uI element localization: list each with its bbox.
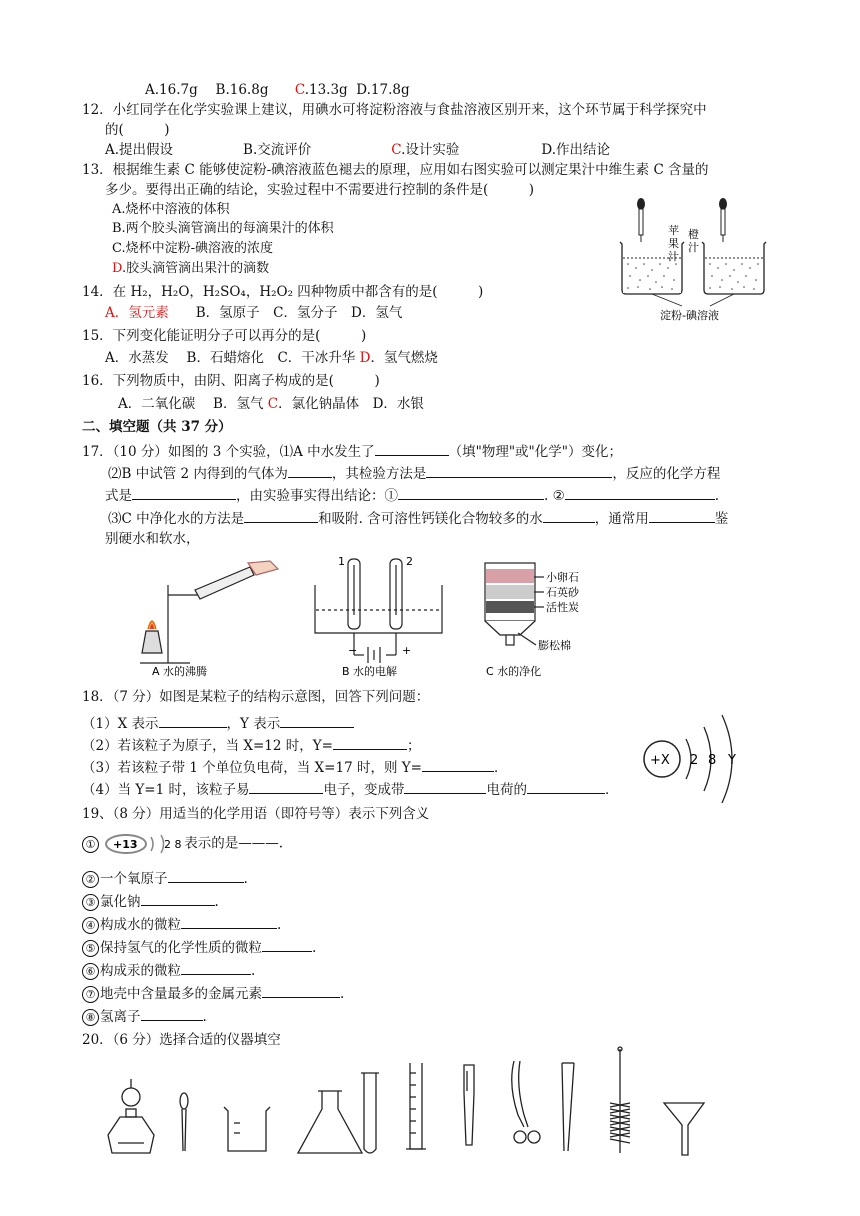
- q14-options: A．氢元素 B．氢原子 C．氢分子 D．氢气: [105, 305, 403, 321]
- q17-line-2: ⑵B 中试管 2 内得到的气体为 ，其检验方法是 ，反应的化学方程: [108, 463, 720, 483]
- svg-text:+13: +13: [113, 838, 138, 851]
- svg-text:橙: 橙: [688, 228, 699, 241]
- q15-stem: 15．下列变化能证明分子可以再分的是( ): [82, 328, 367, 344]
- q11-options: A.16.7g B.16.8g C.13.3g D.17.8g: [145, 82, 410, 98]
- svg-text:2 8: 2 8: [164, 838, 182, 851]
- q13-option-a: A.烧杯中溶液的体积: [112, 202, 230, 217]
- q18-sub-1: （1）X 表示 ，Y 表示: [82, 713, 354, 733]
- svg-text:小卵石: 小卵石: [546, 571, 579, 584]
- q16-options: A．二氧化碳 B．氢气 C．氯化钠晶体 D．水银: [118, 396, 424, 412]
- tweezers-icon: [562, 1063, 574, 1151]
- particle-structure-diagram: [638, 705, 763, 805]
- svg-text:汁: 汁: [688, 241, 699, 254]
- svg-text:膨松棉: 膨松棉: [538, 639, 571, 652]
- svg-text:+: +: [402, 644, 412, 657]
- funnel-icon: [664, 1103, 704, 1155]
- q18-sub-3: （3）若该粒子带 1 个单位负电荷，当 X=17 时，则 Y= ．: [82, 757, 507, 777]
- q17-line-5: 别硬水和软水，: [105, 531, 200, 547]
- q16-stem: 16．下列物质中，由阴、阳离子构成的是( ): [82, 373, 380, 389]
- q12-stem-2: 的( ): [105, 122, 170, 138]
- q17-line-4: ⑶C 中净化水的方法是 和吸附. 含可溶性钙镁化合物较多的水 ，通常用 鉴: [108, 508, 728, 528]
- svg-text:2: 2: [406, 555, 413, 568]
- q12-options: A.提出假设 B.交流评价 C.设计实验 D.作出结论: [105, 142, 611, 158]
- svg-text:汁: 汁: [668, 250, 679, 263]
- water-experiments-figure: [120, 555, 590, 680]
- q13-option-c: C.烧杯中淀粉-碘溶液的浓度: [112, 241, 274, 256]
- q19-item-2: ② 一个氧原子 .: [82, 868, 248, 888]
- svg-text:淀粉-碘溶液: 淀粉-碘溶液: [660, 309, 719, 322]
- svg-text:果: 果: [668, 237, 679, 250]
- svg-text:B 水的电解: B 水的电解: [342, 665, 398, 678]
- svg-text:+X: +X: [650, 753, 670, 768]
- crucible-tongs-icon: [512, 1061, 540, 1143]
- vitamin-c-beaker-figure: [610, 192, 780, 327]
- q17-line-1: 17．（10 分）如图的 3 个实验，⑴A 中水发生了 （填"物理"或"化学"）变化；: [82, 441, 622, 461]
- q19-item-4: ④ 构成水的微粒 .: [82, 914, 281, 934]
- svg-text:苹: 苹: [668, 224, 679, 237]
- q18-sub-2: （2）若该粒子为原子，当 X=12 时，Y= ；: [82, 735, 421, 755]
- q17-line-3: 式是 ，由实验事实得出结论：① . ② .: [105, 485, 719, 505]
- svg-text:C 水的净化: C 水的净化: [486, 665, 542, 678]
- medicine-spoon-icon: [464, 1065, 474, 1145]
- q19-item-3: ③ 氯化钠 .: [82, 891, 219, 911]
- q19-item-7: ⑦ 地壳中含量最多的金属元素 .: [82, 983, 344, 1003]
- conical-flask-icon: [298, 1091, 362, 1153]
- svg-text:活性炭: 活性炭: [546, 601, 579, 614]
- purification-apparatus: [485, 563, 544, 645]
- q13-stem-2: 多少。要得出正确的结论，实验过程中不需要进行控制的条件是( ): [105, 182, 535, 198]
- q19-item-6: ⑥ 构成汞的微粒 .: [82, 960, 255, 980]
- svg-text:2: 2: [690, 753, 699, 768]
- boiling-apparatus: [140, 561, 278, 663]
- dropper-icon: [180, 1093, 188, 1151]
- q19-item-5: ⑤ 保持氢气的化学性质的微粒 .: [82, 937, 316, 957]
- q13-option-d: D.胶头滴管滴出果汁的滴数: [112, 261, 270, 276]
- svg-text:8: 8: [708, 753, 717, 768]
- electrolysis-apparatus: [315, 559, 442, 663]
- test-tube-icon: [361, 1073, 379, 1153]
- svg-text:−: −: [348, 644, 358, 657]
- alcohol-lamp-icon: [108, 1079, 154, 1153]
- q19-stem: 19、（8 分）用适当的化学用语（即符号等）表示下列含义: [82, 806, 430, 822]
- q13-stem: 13．根据维生素 C 能够使淀粉-碘溶液蓝色褪去的原理，应用如右图实验可以测定果汁中维生素 C 含量的: [82, 162, 709, 178]
- lab-instruments-figure: [100, 1045, 720, 1160]
- q19-item-8: ⑧ 氢离子 .: [82, 1006, 207, 1026]
- beaker-icon: [224, 1107, 270, 1151]
- q15-options: A．水蒸发 B．石蜡熔化 C．干冰升华 D．氢气燃烧: [105, 350, 438, 366]
- q19-item-1: ① +13 2 8 表示的是———.: [82, 834, 283, 854]
- svg-text:Y: Y: [728, 753, 736, 768]
- aluminum-atom-diagram: [104, 834, 184, 854]
- graduated-cylinder-icon: [406, 1063, 426, 1149]
- test-tube-brush-icon: [610, 1047, 630, 1153]
- svg-text:石英砂: 石英砂: [546, 586, 579, 599]
- q12-stem: 12．小红同学在化学实验课上建议，用碘水可将淀粉溶液与食盐溶液区别开来，这个环节属于科学探究中: [82, 102, 707, 118]
- q20-stem: 20．（6 分）选择合适的仪器填空: [82, 1032, 281, 1048]
- svg-text:A 水的沸腾: A 水的沸腾: [152, 665, 208, 678]
- q18-sub-4: （4）当 Y=1 时，该粒子易 电子，变成带 电荷的 ．: [82, 779, 618, 799]
- svg-text:1: 1: [338, 555, 345, 568]
- section-heading: 二、填空题（共 37 分）: [82, 419, 232, 435]
- q13-option-b: B.两个胶头滴管滴出的每滴果汁的体积: [112, 221, 334, 236]
- q18-stem: 18．（7 分）如图是某粒子的结构示意图，回答下列问题：: [82, 689, 430, 705]
- q14-stem: 14．在 H₂，H₂O，H₂SO₄，H₂O₂ 四种物质中都含有的是( ): [82, 284, 484, 300]
